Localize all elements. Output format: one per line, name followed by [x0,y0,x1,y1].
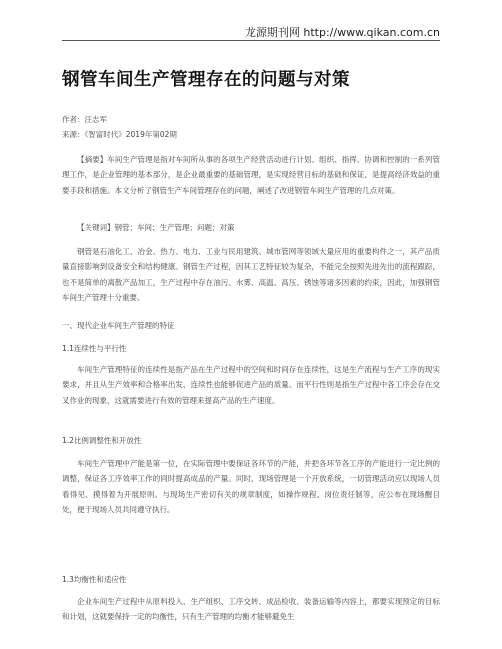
subsection-heading: 1.2比例调整性和开放性 [62,436,142,445]
article-title: 钢管车间生产管理存在的问题与对策 [62,70,350,90]
subsection-paragraph: 车间生产管理中产能是第一位，在实际管理中要保证各环节的产能，并把各环节各工序的产能进行一定比例的调整，保证各工序效率工作的同时提高成品的产量。同时，现场管理是一个开放系统，一切管理活动应以现场人员看得见、摸得着为开展原则。与现场生产密切有关的规章制度，如操作规程、岗位责任制等，应公布在现场醒目处，便于现场人员共同遵守执行。 [62,459,440,515]
section-heading: 一、现代企业车间生产管理的特征 [62,321,175,330]
article-author: 作者：汪志军 [62,115,107,124]
article-source: 来源：《智富时代》2019年第02期 [62,130,177,139]
subsection-heading: 1.3均衡性和适应性 [62,575,127,584]
abstract-paragraph: 【摘要】车间生产管理是指对车间所从事的各项生产经营活动进行计划、组织、指挥、协调和控制的一系列管理工作，是企业管理的基本部分，是企业最重要的基础管理，是实现经营目标的基础和保证，是提高经济效益的重要手段和措施。本文分析了钢管生产车间管理存在的问题，阐述了改进钢管车间生产管理的几点对策。 [62,155,440,195]
journal-site-header: 龙源期刊网 http://www.qikan.com.cn [244,26,440,39]
keywords-line: 【关键词】钢管；车间；生产管理；问题；对策 [77,223,235,232]
intro-paragraph: 钢管是石油化工、冶金、热力、电力、工业与民用建筑、城市管网等领域大量应用的重要构件之一，其产品质量直接影响到设备安全和结构健康。钢管生产过程，因其工艺特征较为复杂，不能完全按照先进先出的流程跟踪，也不是简单的离散产品加工，生产过程中存在油污、水雾、高温、高压、锈蚀等诸多因素的约束，因此，加强钢管车间生产管理十分重要。 [62,247,440,303]
subsection-paragraph: 企业车间生产过程中从原料投入、生产组织、工序交转、成品检收、装备运输等内容上，都要实现预定的目标和计划，这就要保持一定的均衡性，只有生产管理的均衡才能够避免生 [62,597,440,622]
header-divider [62,40,440,41]
subsection-paragraph: 车间生产管理特征的连续性是指产品在生产过程中的空间和时间存在连续性，这是生产流程与生产工序的现实要求，并且从生产效率和合格率出发，连续性也能够促进产品的质量。而平行性则是指生产过程中各工序会存在交叉作业的现象，这就需要进行有效的管理来提高产品的生产速度。 [62,365,440,405]
subsection-heading: 1.1连续性与平行性 [62,344,127,353]
